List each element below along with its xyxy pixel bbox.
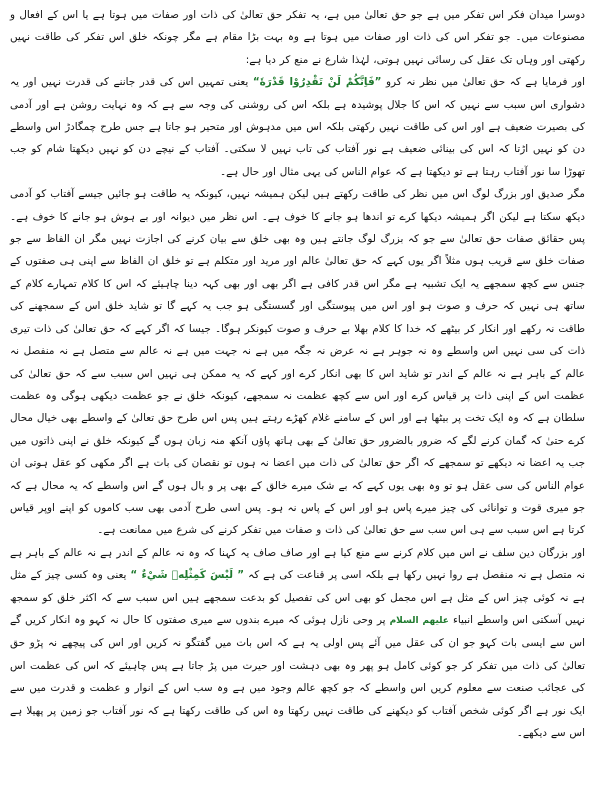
honorific-highlight: عليهم السلام [389, 615, 449, 626]
paragraph-2 [10, 71, 585, 183]
quranic-verse-highlight: ” لَيْسَ كَمِثْلِهٖ شَيْءٌ “ [130, 569, 245, 582]
quranic-quote-highlight: ”فَاِنَّكُمْ لَنْ تَقْدِرُوْا قَدْرَهٗ“ [252, 76, 382, 89]
paragraph-2-text-before: اور فرمایا ہے کہ حق تعالیٰ میں نظر نہ کرو [381, 76, 585, 89]
paragraph-3 [10, 183, 585, 542]
paragraph-1-text: دوسرا میدان فکر اس تفکر میں ہے جو حق تعالیٰ میں ہے، یہ تفکر حق تعالیٰ کی ذات اور صفات میں ہوتا ہے یا اس کے افعال و مصنوعات میں۔ جو تفکر اس کی ذات اور صفات میں ہوتا ہے وہ بہت بڑا مقام ہے مگر چونکہ خلق اس تفکر کی طاقت نہیں رکھتی اور وہاں تک عقل کی رسائی نہیں ہوتی، لہٰذا شارع نے منع کر دیا ہے: [10, 9, 585, 66]
paragraph-4-text-continued: پر وحی نازل ہوئی کہ میرے بندوں سے میری صفتوں کا حال نہ کہو وہ انکار کریں گے اس سے ایسی بات کہو جو ان کی عقل میں آئے پس اولی یہ ہے کہ اس بات میں گفتگو نہ کریں اور اس کی پیچھے نہ پڑو حق تعالیٰ کی ذات میں تفکر کر جو کوئی کامل ہو پھر وہ بھی دہشت اور حیرت میں پڑ جاتا ہے پس چاہیئے کہ اس کی عظمت اس کی عجائب صنعت سے معلوم کریں اس واسطے کہ جو کچھ عالم وجود میں ہے وہ سب اس کے انوار و عظمت و قدرت میں سے ایک نور ہے اگر کوئی شخص آفتاب کو دیکھنے کی طاقت نہیں رکھتا وہ اس کی طاقت رکھتا ہے کہ نور آفتاب جو زمین پر پھیلا ہے اس سے دیکھے۔ [10, 613, 585, 739]
paragraph-2-text-after: یعنی تمہیں اس کی قدر جاننے کی قدرت نہیں اور یہ دشواری اس سبب سے نہیں کہ اس کا جلال پوشیدہ ہے بلکہ اس کی روشنی کی وجہ سے ہے کہ وہ نہایت روشن ہے اور آدمی کی بصیرت ضعیف ہے اور اس کی طاقت نہیں رکھتی بلکہ اس میں مدہوش اور متحیر ہو جاتا ہے جس طرح چمگادڑ اس واسطے دن کو نہیں اڑتا کہ اس کی بینائی ضعیف ہے نور آفتاب کی تاب نہیں لا سکتی۔ آفتاب کے نیچے دن کو نہیں دیکھتا شام کو جب تھوڑا سا نور آفتاب رہتا ہے تو دیکھتا ہے کہ عوام الناس کی یہی مثال اور حال ہے۔ [10, 76, 585, 178]
paragraph-4-text-after: یعنی وہ کسی چیز کے مثل ہے نہ کوئی چیز اس کے مثل ہے اس مجمل کو بھی اس کی تفصیل کو بدعت سمجھے ہیں اس سبب سے کہ اکثر خلق کو سمجھ نہیں آسکتی اس واسطے انبیاء [10, 569, 586, 626]
paragraph-4 [10, 542, 585, 745]
paragraph-3-text: مگر صدیق اور بزرگ لوگ اس میں نظر کی طاقت رکھتے ہیں لیکن ہمیشہ نہیں، کیونکہ یہ طاقت ہو جائیں جیسے آفتاب کو آدمی دیکھ سکتا ہے لیکن اگر ہمیشہ دیکھا کرے تو اندھا ہو جانے کا خوف ہے۔ اس نظر میں دیوانہ اور بے ہوش ہو جانے کا خوف ہے۔ پس حقائق صفات حق تعالیٰ سے جو کہ بزرگ لوگ جانتے ہیں وہ بھی خلق سے بیان کرنے کی اجازت نہیں مگر ان الفاظ سے جو صفات خلق سے قریب ہوں مثلاً اگر یوں کہے کہ حق تعالیٰ عالم اور مرید اور متکلم ہے تو خلق ان الفاظ سے اپنی ہی صفتوں کے جنس سے کچھ سمجھے یہ ایک تشبیہ ہے مگر اس قدر کافی ہے اگر بھی اور بھی کہہ دینا چاہیئے کہ اس کا کلام تمہارے کلام کے ساتھ ہی نہیں کہ حرف و صوت ہو اور اس میں پیوستگی اور گسستگی ہو جب یہ کہے گا تو شاید خلق اس کے سمجھنے کی طاقت نہ رکھے اور انکار کر بیٹھے کہ خدا کا کلام بھلا بے حرف و صوت کیونکر ہوگا۔ جیسا کہ اگر کہے کہ حق تعالیٰ کی ذات تیری ذات کی سی نہیں اس واسطے وہ نہ جوہر ہے نہ عرض نہ جگہ میں ہے نہ جہت میں ہے نہ عالم سے متصل ہے نہ منفصل نہ عالم کے باہر ہے نہ عالم کے اندر تو شاید اس کا بھی انکار کرے اور کہے کہ یہ ممکن ہی نہیں اس سبب سے کہ حق تعالیٰ کی عظمت اس کے اپنی ذات پر قیاس کرے اور اس سے کچھ عظمت نہ سمجھے، کیونکہ خلق نے جو عظمت دیکھی ہوگی وہ عظمت سلطان ہے کہ وہ ایک تخت پر بیٹھا ہے اور اس کے سامنے غلام کھڑے رہتے ہیں پس اس طرح حق تعالیٰ کے واسطے بھی خیال محال کرے حتیٰ کہ گمان کرنے لگے کہ ضرور بالضرور حق تعالیٰ کے بھی ہاتھ پاؤں آنکھ منہ زبان ہوں گے کیونکہ خلق نے اپنی ذاتوں میں جب یہ اعضا نہ دیکھے تو سمجھے کہ اگر حق تعالیٰ کی ذات میں اعضا نہ ہوں تو نقصان کی بات ہے اگر مکھی کو عقل ہوتی ان عوام الناس کی سی عقل ہو تو وہ بھی یوں کہے کہ بے شک میرے خالق کے بھی پر و بال ہوں گے اس واسطے کہ یہ محال ہے کہ جو میری قوت و توانائی کی چیز میرے پاس ہو اور اس کے پاس نہ ہو۔ پس اسی طرح آدمی بھی سب کاموں کو اپنے اوپر قیاس کرتا ہے اس سبب سے ہی اس سب سے حق تعالیٰ کی ذات و صفات میں تفکر کرنے کی شرع میں ممانعت ہے۔ [10, 188, 585, 537]
paragraph-1 [10, 4, 585, 71]
paragraph-4-text-before: اور بزرگان دین سلف نے اس میں کلام کرنے سے منع کیا ہے اور صاف صاف یہ کہنا کہ وہ نہ عالم کے اندر ہے نہ عالم کے باہر ہے نہ متصل ہے نہ منفصل ہے روا نہیں رکھا ہے بلکہ اسی پر قناعت کی ہے کہ [10, 546, 585, 582]
